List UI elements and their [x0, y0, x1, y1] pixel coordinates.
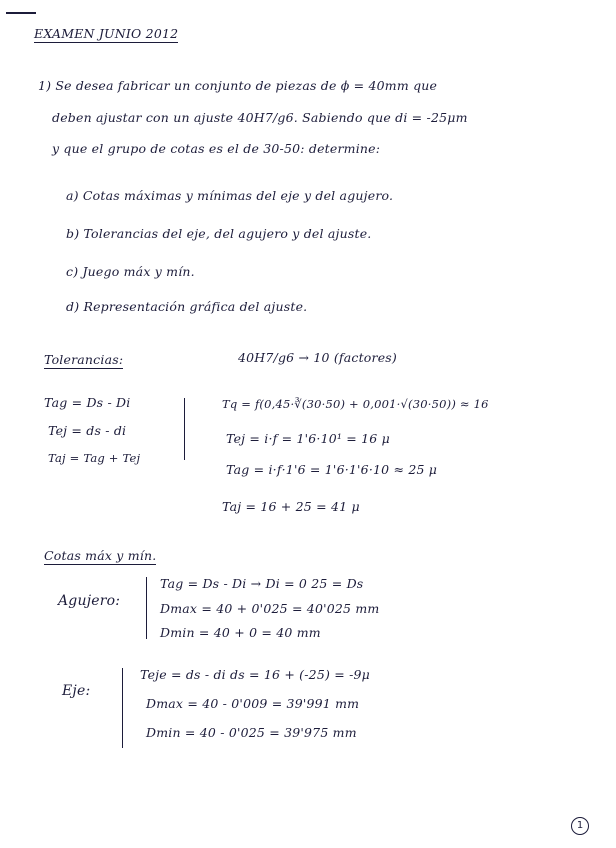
- problem-item-c: c) Juego máx y mín.: [66, 264, 195, 279]
- tolerancias-brace: [184, 398, 185, 460]
- exam-title: EXAMEN JUNIO 2012: [34, 26, 179, 41]
- calc-tej: Tej = i·f = 1'6·10¹ = 16 μ: [226, 431, 390, 446]
- eje-brace: [122, 668, 123, 748]
- corner-stroke: [6, 12, 36, 14]
- agujero-brace: [146, 577, 147, 639]
- problem-item-a: a) Cotas máximas y mínimas del eje y del agujero.: [66, 188, 394, 203]
- problem-item-d: d) Representación gráfica del ajuste.: [66, 299, 308, 314]
- problem-line-2: deben ajustar con un ajuste 40H7/g6. Sabiendo que di = -25μm: [52, 110, 468, 125]
- fit-designation: 40H7/g6 → 10 (factores): [238, 350, 397, 365]
- calc-tag: Tag = i·f·1'6 = 1'6·1'6·10 ≈ 25 μ: [226, 462, 438, 477]
- agujero-label: Agujero:: [58, 593, 121, 609]
- formula-tej: Tej = ds - di: [48, 423, 127, 438]
- eje-line-3: Dmin = 40 - 0'025 = 39'975 mm: [146, 725, 357, 740]
- tolerancias-heading: Tolerancias:: [44, 352, 124, 367]
- page-number: 1: [571, 817, 589, 835]
- calc-taj: Taj = 16 + 25 = 41 μ: [222, 499, 360, 514]
- eje-line-1: Teje = ds - di ds = 16 + (-25) = -9μ: [140, 667, 370, 682]
- cotas-heading: Cotas máx y mín.: [44, 548, 157, 563]
- agujero-line-3: Dmin = 40 + 0 = 40 mm: [160, 625, 321, 640]
- formula-tag: Tag = Ds - Di: [44, 395, 131, 410]
- problem-item-b: b) Tolerancias del eje, del agujero y del ajuste.: [66, 226, 372, 241]
- eje-label: Eje:: [62, 683, 91, 699]
- eje-line-2: Dmax = 40 - 0'009 = 39'991 mm: [146, 696, 360, 711]
- problem-line-1: 1) Se desea fabricar un conjunto de piezas de ϕ = 40mm que: [38, 78, 438, 93]
- agujero-line-2: Dmax = 40 + 0'025 = 40'025 mm: [160, 601, 380, 616]
- problem-line-3: y que el grupo de cotas es el de 30-50: determine:: [52, 141, 381, 156]
- agujero-line-1: Tag = Ds - Di → Di = 0 25 = Ds: [160, 576, 364, 591]
- calc-factor: Tq = f(0,45·∛(30·50) + 0,001·√(30·50)) ≈ 16: [222, 397, 489, 411]
- formula-taj: Taj = Tag + Tej: [48, 451, 141, 465]
